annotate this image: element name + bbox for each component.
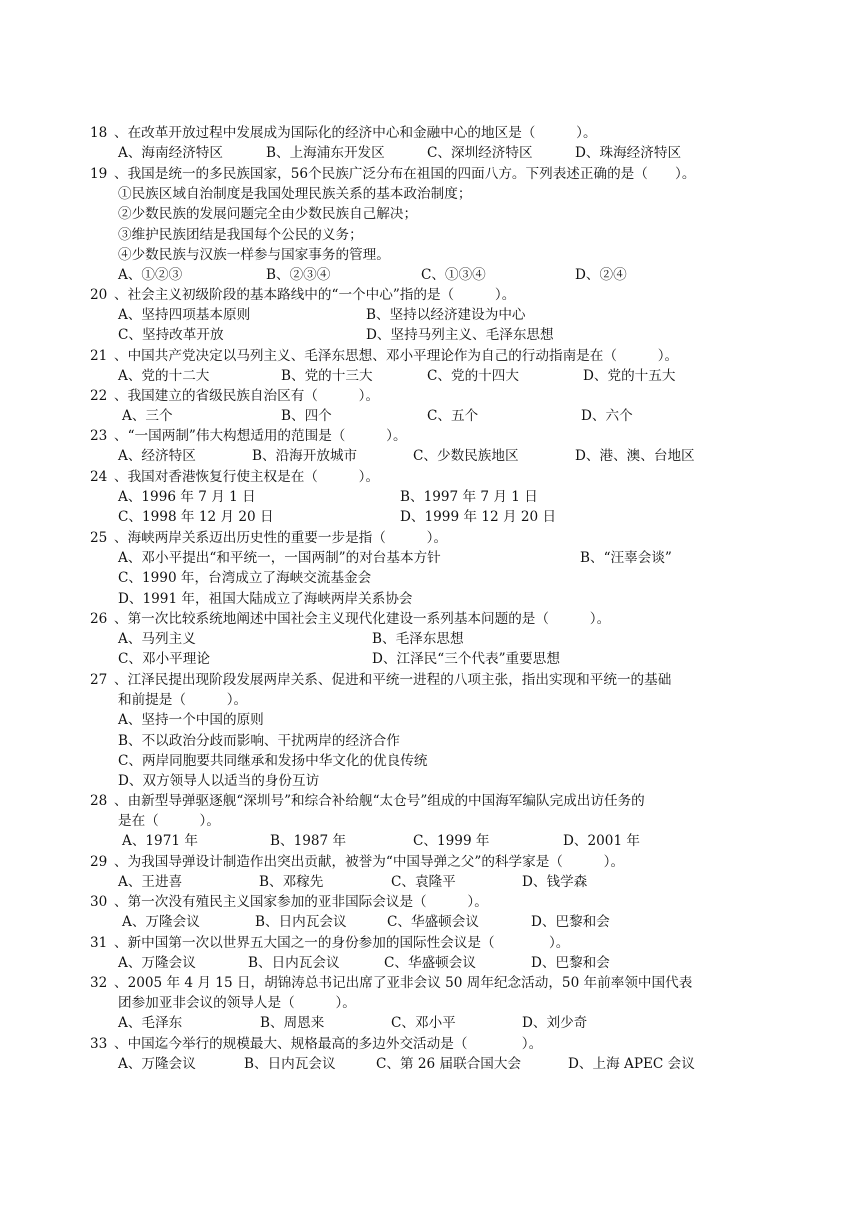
answer-option: C、邓小平理论 xyxy=(118,651,210,668)
answer-option: A、马列主义 xyxy=(118,631,196,648)
answer-option: B、周恩来 xyxy=(260,1015,325,1032)
answer-option: D、巴黎和会 xyxy=(531,914,610,931)
answer-option: B、坚持以经济建设为中心 xyxy=(366,307,526,324)
answer-option: A、邓小平提出“和平统一，一国两制”的对台基本方针 xyxy=(118,550,441,567)
question-stem: 、由新型导弹驱逐舰“深圳号”和综合补给舰“太仓号”组成的中国海军编队完成出访任务的 xyxy=(114,793,645,809)
question-number: 20 xyxy=(90,287,108,303)
question-stem: 、第一次比较系统地阐述中国社会主义现代化建设一系列基本问题的是（ ）。 xyxy=(114,611,611,627)
answer-option: C、①③④ xyxy=(421,267,486,283)
question-number: 32 xyxy=(90,975,108,991)
answer-option: B、党的十三大 xyxy=(281,368,373,385)
question-stem: 、第一次没有殖民主义国家参加的亚非国际会议是（ ）。 xyxy=(114,894,488,910)
answer-option: A、万隆会议 xyxy=(122,914,200,931)
answer-option: C、袁隆平 xyxy=(391,874,456,891)
answer-option: C、五个 xyxy=(427,408,479,425)
question-stem: 、我国建立的省级民族自治区有（ ）。 xyxy=(114,388,380,404)
answer-option: D、双方领导人以适当的身份互访 xyxy=(118,773,320,789)
answer-option: C、邓小平 xyxy=(391,1015,456,1032)
question-stem-continued: 是在（ ）。 xyxy=(118,813,220,830)
answer-option: D、坚持马列主义、毛泽东思想 xyxy=(366,327,554,344)
question-stem: 、海峡两岸关系迈出历史性的重要一步是指（ ）。 xyxy=(114,530,448,546)
question-number: 21 xyxy=(90,348,108,364)
answer-option: D、1999 年 12 月 20 日 xyxy=(400,509,557,526)
answer-option: B、上海浦东开发区 xyxy=(266,145,385,162)
question-statement: ②少数民族的发展问题完全由少数民族自己解决； xyxy=(118,206,418,223)
answer-option: C、深圳经济特区 xyxy=(427,145,533,162)
answer-option: C、华盛顿会议 xyxy=(384,955,476,972)
answer-option: D、2001 年 xyxy=(563,833,641,850)
question-stem: 、我国是统一的多民族国家，56个民族广泛分布在祖国的四面八方。下列表述正确的是（ ）。 xyxy=(114,166,696,182)
answer-option: D、港、澳、台地区 xyxy=(575,448,695,465)
question-stem: 、2005 年 4 月 15 日，胡锦涛总书记出席了亚非会议 50 周年纪念活动，50 年前率领中国代表 xyxy=(114,975,693,991)
question-number: 30 xyxy=(90,894,108,910)
answer-option: D、江泽民“三个代表”重要思想 xyxy=(372,651,560,668)
question-stem: 、新中国第一次以世界五大国之一的身份参加的国际性会议是（ ）。 xyxy=(114,935,570,951)
answer-option: A、①②③ xyxy=(118,267,183,283)
answer-option: A、万隆会议 xyxy=(118,955,196,972)
question-stem: 、江泽民提出现阶段发展两岸关系、促进和平统一进程的八项主张，指出实现和平统一的基础 xyxy=(114,672,672,688)
answer-option: D、巴黎和会 xyxy=(531,955,610,972)
answer-option: B、邓稼先 xyxy=(259,874,324,891)
answer-option: A、三个 xyxy=(122,408,173,425)
answer-option: C、少数民族地区 xyxy=(413,448,519,465)
answer-option: A、海南经济特区 xyxy=(118,145,223,162)
answer-option: A、王进喜 xyxy=(118,874,183,891)
answer-option: A、万隆会议 xyxy=(118,1056,196,1073)
answer-option: B、沿海开放城市 xyxy=(252,448,358,465)
question-number: 29 xyxy=(90,854,108,870)
answer-option: C、两岸同胞要共同继承和发扬中华文化的优良传统 xyxy=(118,752,428,769)
answer-option: B、日内瓦会议 xyxy=(255,914,347,931)
answer-option: D、钱学森 xyxy=(522,874,588,891)
answer-option: B、四个 xyxy=(281,408,332,425)
answer-option: D、②④ xyxy=(575,267,627,283)
question-number: 28 xyxy=(90,793,108,809)
question-number: 18 xyxy=(90,125,108,141)
answer-option: A、1971 年 xyxy=(122,833,198,850)
question-number: 23 xyxy=(90,428,108,444)
answer-option: C、党的十四大 xyxy=(427,368,519,385)
answer-option: C、第 26 届联合国大会 xyxy=(376,1056,522,1073)
question-number: 19 xyxy=(90,166,108,182)
answer-option: B、日内瓦会议 xyxy=(248,955,340,972)
answer-option: D、党的十五大 xyxy=(583,368,676,385)
question-number: 25 xyxy=(90,530,108,546)
answer-option: D、刘少奇 xyxy=(522,1015,588,1032)
question-number: 26 xyxy=(90,611,108,627)
question-statement: ①民族区域自治制度是我国处理民族关系的基本政治制度； xyxy=(118,186,472,203)
answer-option: C、1998 年 12 月 20 日 xyxy=(118,509,274,526)
answer-option: B、“汪辜会谈” xyxy=(580,550,672,567)
answer-option: A、经济特区 xyxy=(118,448,196,465)
answer-option: D、六个 xyxy=(581,408,633,425)
answer-option: B、毛泽东思想 xyxy=(372,631,464,648)
question-stem: 、在改革开放过程中发展成为国际化的经济中心和金融中心的地区是（ ）。 xyxy=(114,125,597,141)
answer-option: B、②③④ xyxy=(266,267,331,283)
question-number: 22 xyxy=(90,388,108,404)
question-stem: 、中国共产党决定以马列主义、毛泽东思想、邓小平理论作为自己的行动指南是在（ ）。 xyxy=(114,348,679,364)
answer-option: B、1997 年 7 月 1 日 xyxy=(400,489,538,506)
answer-option: D、1991 年，祖国大陆成立了海峡两岸关系协会 xyxy=(118,590,413,607)
answer-option: C、1999 年 xyxy=(413,833,490,850)
question-stem-continued: 团参加亚非会议的领导人是（ ）。 xyxy=(118,995,356,1012)
question-stem: 、我国对香港恢复行使主权是在（ ）。 xyxy=(114,469,380,485)
question-number: 31 xyxy=(90,935,108,951)
question-number: 27 xyxy=(90,672,108,688)
answer-option: A、党的十二大 xyxy=(118,368,210,385)
answer-option: B、日内瓦会议 xyxy=(244,1056,336,1073)
question-stem-continued: 和前提是（ ）。 xyxy=(118,692,248,709)
question-statement: ③维护民族团结是我国每个公民的义务； xyxy=(118,226,363,243)
answer-option: B、不以政治分歧而影响、干扰两岸的经济合作 xyxy=(118,732,400,749)
answer-option: A、坚持四项基本原则 xyxy=(118,307,251,324)
question-number: 33 xyxy=(90,1036,108,1052)
answer-option: D、珠海经济特区 xyxy=(575,145,682,162)
question-stem: 、中国迄今举行的规模最大、规格最高的多边外交活动是（ ）。 xyxy=(114,1036,543,1052)
question-stem: 、“一国两制”伟大构想适用的范围是（ ）。 xyxy=(114,428,407,444)
question-number: 24 xyxy=(90,469,108,485)
answer-option: C、坚持改革开放 xyxy=(118,327,224,344)
answer-option: D、上海 APEC 会议 xyxy=(568,1056,695,1073)
answer-option: C、华盛顿会议 xyxy=(387,914,479,931)
question-stem: 、社会主义初级阶段的基本路线中的“一个中心”指的是（ ）。 xyxy=(114,287,516,303)
answer-option: A、1996 年 7 月 1 日 xyxy=(118,489,256,506)
question-statement: ④少数民族与汉族一样参与国家事务的管理。 xyxy=(118,246,390,263)
answer-option: B、1987 年 xyxy=(270,833,347,850)
question-stem: 、为我国导弹设计制造作出突出贡献，被誉为“中国导弹之父”的科学家是（ ）。 xyxy=(114,854,625,870)
answer-option: C、1990 年，台湾成立了海峡交流基金会 xyxy=(118,570,372,587)
answer-option: A、坚持一个中国的原则 xyxy=(118,712,264,729)
answer-option: A、毛泽东 xyxy=(118,1015,183,1032)
